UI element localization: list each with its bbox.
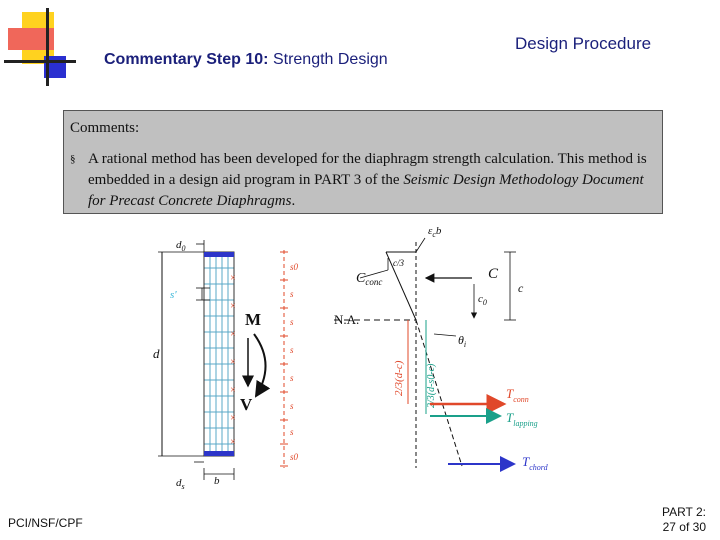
- label-t-chord: $T_{chord}$: [522, 454, 548, 472]
- section-label: Design Procedure: [515, 34, 652, 53]
- comments-box: [63, 110, 663, 214]
- logo-vertical-line: [46, 8, 49, 86]
- comments-text-italic: Seismic Design Methodology Document for Precast Concrete Diaphragms: [88, 172, 644, 209]
- comments-text-plain: A rational method has been developed for the diaphragm strength calculation. This method is embedded in a design aid program in PART 3 of the: [88, 151, 647, 188]
- strength-diagram: [150, 218, 570, 493]
- top-chord-bar: [204, 252, 234, 257]
- label-c-conc: $C_{conc}$: [356, 271, 383, 287]
- footer-left: PCI/NSF/CPF: [8, 516, 83, 530]
- svg-text:×: ×: [230, 437, 236, 448]
- label-b: b: [214, 475, 220, 487]
- label-shear: V: [240, 395, 253, 414]
- footer-page-info: [630, 505, 706, 535]
- svg-text:×: ×: [230, 273, 236, 284]
- bottom-chord-bar: [204, 451, 234, 456]
- logo-horizontal-line: [4, 60, 76, 63]
- label-d0: $d_0$: [176, 239, 186, 253]
- comments-text: [88, 149, 653, 212]
- label-eps-b: $\varepsilon_cb$: [428, 225, 442, 239]
- label-c-over-3: c/3: [393, 258, 404, 268]
- label-s-prime: s': [170, 289, 177, 301]
- svg-text:×: ×: [230, 385, 236, 396]
- comments-text-end: .: [291, 193, 296, 209]
- svg-text:s: s: [290, 317, 294, 327]
- spacing-labels: [290, 262, 299, 462]
- label-dim-conn: 2/3(d-c): [393, 360, 405, 396]
- svg-text:×: ×: [230, 357, 236, 368]
- label-moment: M: [245, 310, 262, 329]
- svg-text:s: s: [290, 373, 294, 383]
- label-c: c: [518, 281, 524, 295]
- page-title-rest: Strength Design: [268, 51, 388, 68]
- label-c0: $c_0$: [478, 293, 487, 307]
- label-t-lapping: $T_{lapping}$: [506, 410, 538, 428]
- svg-text:×: ×: [230, 301, 236, 312]
- bullet-icon: §: [70, 153, 76, 165]
- svg-text:s0: s0: [290, 452, 299, 462]
- label-c-force: C: [488, 266, 499, 282]
- svg-text:×: ×: [230, 329, 236, 340]
- label-ds: $d_s$: [176, 477, 185, 491]
- svg-text:s: s: [290, 345, 294, 355]
- label-t-conn: $T_{conn}$: [506, 386, 529, 404]
- svg-text:s: s: [290, 427, 294, 437]
- label-theta: $\theta_i$: [458, 333, 467, 349]
- moment-arrow: [254, 334, 266, 396]
- footer-page-number: 27 of 30: [662, 520, 706, 534]
- page-title-bold: Commentary Step 10:: [104, 51, 269, 68]
- label-d: d: [153, 346, 160, 361]
- label-dim-lapping: 2/3(d-s0-c): [426, 363, 437, 408]
- svg-text:s: s: [290, 401, 294, 411]
- tension-strain-line: [416, 320, 462, 466]
- connector-marks: [230, 273, 236, 448]
- label-neutral-axis: N.A.: [334, 312, 360, 327]
- page-title: [104, 51, 388, 69]
- svg-text:s: s: [290, 289, 294, 299]
- svg-text:×: ×: [230, 413, 236, 424]
- svg-text:s0: s0: [290, 262, 299, 272]
- footer-part: PART 2:: [661, 505, 706, 519]
- comments-heading: Comments:: [70, 120, 140, 136]
